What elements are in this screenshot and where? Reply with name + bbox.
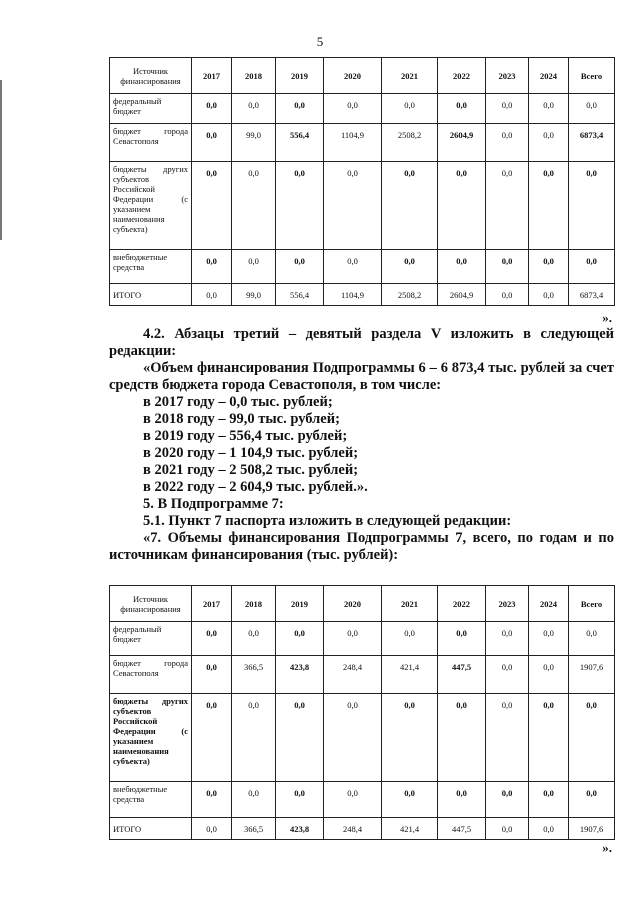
table-row	[110, 694, 615, 782]
table-cell: 0,0	[192, 94, 232, 124]
table-cell: 0,0	[276, 94, 324, 124]
table-cell: 0,0	[486, 94, 529, 124]
table-cell: 248,4	[324, 818, 382, 840]
header-2017: 2017	[192, 586, 232, 622]
table-cell: 2604,9	[438, 284, 486, 306]
table-cell: 0,0	[486, 124, 529, 162]
table-cell: 0,0	[382, 162, 438, 250]
table-row	[110, 162, 615, 250]
table-cell: 0,0	[192, 250, 232, 284]
year-line: в 2022 году – 2 604,9 тыс. рублей.».	[143, 479, 368, 495]
header-2021: 2021	[382, 58, 438, 94]
table-cell: 0,0	[324, 162, 382, 250]
table-cell: 0,0	[529, 94, 569, 124]
table-cell: 0,0	[192, 818, 232, 840]
table-header-row	[110, 586, 615, 622]
table-cell: 0,0	[232, 250, 276, 284]
row-label: бюджеты других субъектов Российской Федерации (с указанием наименования субъекта)	[110, 694, 192, 782]
table-cell: 0,0	[192, 124, 232, 162]
table-cell: 0,0	[232, 622, 276, 656]
header-total: Всего	[569, 586, 615, 622]
header-2022: 2022	[438, 586, 486, 622]
table-cell: 0,0	[529, 250, 569, 284]
table-cell: 0,0	[324, 94, 382, 124]
table-cell: 423,8	[276, 656, 324, 694]
table-cell: 0,0	[486, 162, 529, 250]
year-line: в 2021 году – 2 508,2 тыс. рублей;	[143, 462, 359, 478]
table-row-total	[110, 818, 615, 840]
table-row	[110, 124, 615, 162]
table-row	[110, 250, 615, 284]
table-row	[110, 656, 615, 694]
table-cell: 0,0	[438, 622, 486, 656]
table-cell: 0,0	[486, 656, 529, 694]
table-row	[110, 782, 615, 818]
table-cell: 421,4	[382, 818, 438, 840]
table-cell: 447,5	[438, 656, 486, 694]
table-cell: 1907,6	[569, 818, 615, 840]
table-cell: 366,5	[232, 818, 276, 840]
table-cell: 1104,9	[324, 124, 382, 162]
table-cell: 421,4	[382, 656, 438, 694]
quote-intro-paragraph: «Объем финансирования Подпрограммы 6 – 6 873,4 тыс. рублей за счет средств бюджета города Севастополя, в том числе:	[109, 360, 614, 393]
header-2018: 2018	[232, 58, 276, 94]
table-cell: 99,0	[232, 284, 276, 306]
table-cell: 556,4	[276, 124, 324, 162]
table-cell: 0,0	[438, 94, 486, 124]
header-source: Источник финансирования	[110, 58, 192, 94]
table2-close-quote: ».	[602, 840, 612, 855]
header-2017: 2017	[192, 58, 232, 94]
table-cell: 0,0	[529, 622, 569, 656]
scan-artifact-line	[0, 80, 2, 240]
header-total: Всего	[569, 58, 615, 94]
header-2024: 2024	[529, 58, 569, 94]
table-cell: 0,0	[438, 162, 486, 250]
table-row	[110, 94, 615, 124]
table-cell: 0,0	[569, 782, 615, 818]
table-cell: 0,0	[486, 284, 529, 306]
table-cell: 0,0	[438, 250, 486, 284]
table-cell: 0,0	[192, 284, 232, 306]
table-cell: 0,0	[486, 694, 529, 782]
table-cell: 0,0	[486, 818, 529, 840]
table-cell: 0,0	[382, 94, 438, 124]
row-label: ИТОГО	[110, 284, 192, 306]
table-cell: 0,0	[529, 782, 569, 818]
row-label: внебюджетные средства	[110, 782, 192, 818]
table-cell: 0,0	[569, 250, 615, 284]
table-cell: 0,0	[529, 284, 569, 306]
table-cell: 0,0	[232, 782, 276, 818]
table-cell: 0,0	[486, 622, 529, 656]
table-cell: 556,4	[276, 284, 324, 306]
row-label: бюджет города Севастополя	[110, 124, 192, 162]
financing-table-subprogram-7	[109, 585, 615, 840]
table-cell: 1104,9	[324, 284, 382, 306]
page-number: 5	[316, 34, 324, 49]
table-cell: 2508,2	[382, 124, 438, 162]
table-cell: 0,0	[438, 694, 486, 782]
table-header-row	[110, 58, 615, 94]
header-2019: 2019	[276, 586, 324, 622]
table-cell: 0,0	[382, 782, 438, 818]
table-cell: 0,0	[569, 694, 615, 782]
table-cell: 2604,9	[438, 124, 486, 162]
table-cell: 0,0	[276, 162, 324, 250]
row-label: бюджет города Севастополя	[110, 656, 192, 694]
table-row-total	[110, 284, 615, 306]
table-cell: 0,0	[232, 162, 276, 250]
table-cell: 6873,4	[569, 284, 615, 306]
table-cell: 0,0	[569, 94, 615, 124]
financing-table-subprogram-6	[109, 57, 615, 306]
header-2018: 2018	[232, 586, 276, 622]
body-text-block	[109, 326, 614, 564]
table-cell: 0,0	[324, 782, 382, 818]
table-cell: 248,4	[324, 656, 382, 694]
table-cell: 6873,4	[569, 124, 615, 162]
table-cell: 0,0	[276, 782, 324, 818]
table-cell: 0,0	[232, 694, 276, 782]
row-label: внебюджетные средства	[110, 250, 192, 284]
table-cell: 0,0	[324, 694, 382, 782]
year-line: в 2018 году – 99,0 тыс. рублей;	[143, 411, 340, 427]
table-cell: 0,0	[232, 94, 276, 124]
table-cell: 0,0	[529, 818, 569, 840]
header-2020: 2020	[324, 586, 382, 622]
header-2023: 2023	[486, 586, 529, 622]
table-cell: 0,0	[276, 694, 324, 782]
table-cell: 0,0	[529, 694, 569, 782]
table-row	[110, 622, 615, 656]
header-2024: 2024	[529, 586, 569, 622]
table-cell: 0,0	[192, 694, 232, 782]
year-line: в 2017 году – 0,0 тыс. рублей;	[143, 394, 333, 410]
header-2019: 2019	[276, 58, 324, 94]
table-cell: 0,0	[529, 162, 569, 250]
table-cell: 447,5	[438, 818, 486, 840]
table-cell: 0,0	[569, 162, 615, 250]
header-source: Источник финансирования	[110, 586, 192, 622]
year-line: в 2019 году – 556,4 тыс. рублей;	[143, 428, 348, 444]
header-2023: 2023	[486, 58, 529, 94]
table-cell: 0,0	[486, 250, 529, 284]
table-cell: 0,0	[192, 782, 232, 818]
table-cell: 0,0	[438, 782, 486, 818]
section-4-2-paragraph: 4.2. Абзацы третий – девятый раздела V изложить в следующей редакции:	[109, 326, 614, 359]
header-2022: 2022	[438, 58, 486, 94]
table-cell: 1907,6	[569, 656, 615, 694]
table-cell: 0,0	[529, 124, 569, 162]
section-5-1-heading: 5.1. Пункт 7 паспорта изложить в следующей редакции:	[143, 513, 512, 529]
table-cell: 0,0	[569, 622, 615, 656]
table-cell: 99,0	[232, 124, 276, 162]
table-cell: 0,0	[382, 250, 438, 284]
table-cell: 0,0	[529, 656, 569, 694]
row-label: ИТОГО	[110, 818, 192, 840]
table-cell: 0,0	[192, 656, 232, 694]
year-line: в 2020 году – 1 104,9 тыс. рублей;	[143, 445, 359, 461]
table1-close-quote: ».	[602, 310, 612, 325]
table-cell: 0,0	[324, 250, 382, 284]
row-label: федеральный бюджет	[110, 622, 192, 656]
table-cell: 0,0	[276, 250, 324, 284]
header-2021: 2021	[382, 586, 438, 622]
table-cell: 2508,2	[382, 284, 438, 306]
row-label: федеральный бюджет	[110, 94, 192, 124]
table-cell: 0,0	[382, 694, 438, 782]
section-5-heading: 5. В Подпрограмме 7:	[143, 496, 284, 512]
section-7-quote-paragraph: «7. Объемы финансирования Подпрограммы 7, всего, по годам и по источникам финансирования (тыс. рублей):	[109, 530, 614, 563]
table-cell: 0,0	[192, 622, 232, 656]
table-cell: 0,0	[382, 622, 438, 656]
table-cell: 0,0	[486, 782, 529, 818]
row-label: бюджеты других субъектов Российской Федерации (с указанием наименования субъекта)	[110, 162, 192, 250]
table-cell: 0,0	[324, 622, 382, 656]
table-cell: 0,0	[192, 162, 232, 250]
table-cell: 0,0	[276, 622, 324, 656]
table-cell: 366,5	[232, 656, 276, 694]
header-2020: 2020	[324, 58, 382, 94]
table-cell: 423,8	[276, 818, 324, 840]
